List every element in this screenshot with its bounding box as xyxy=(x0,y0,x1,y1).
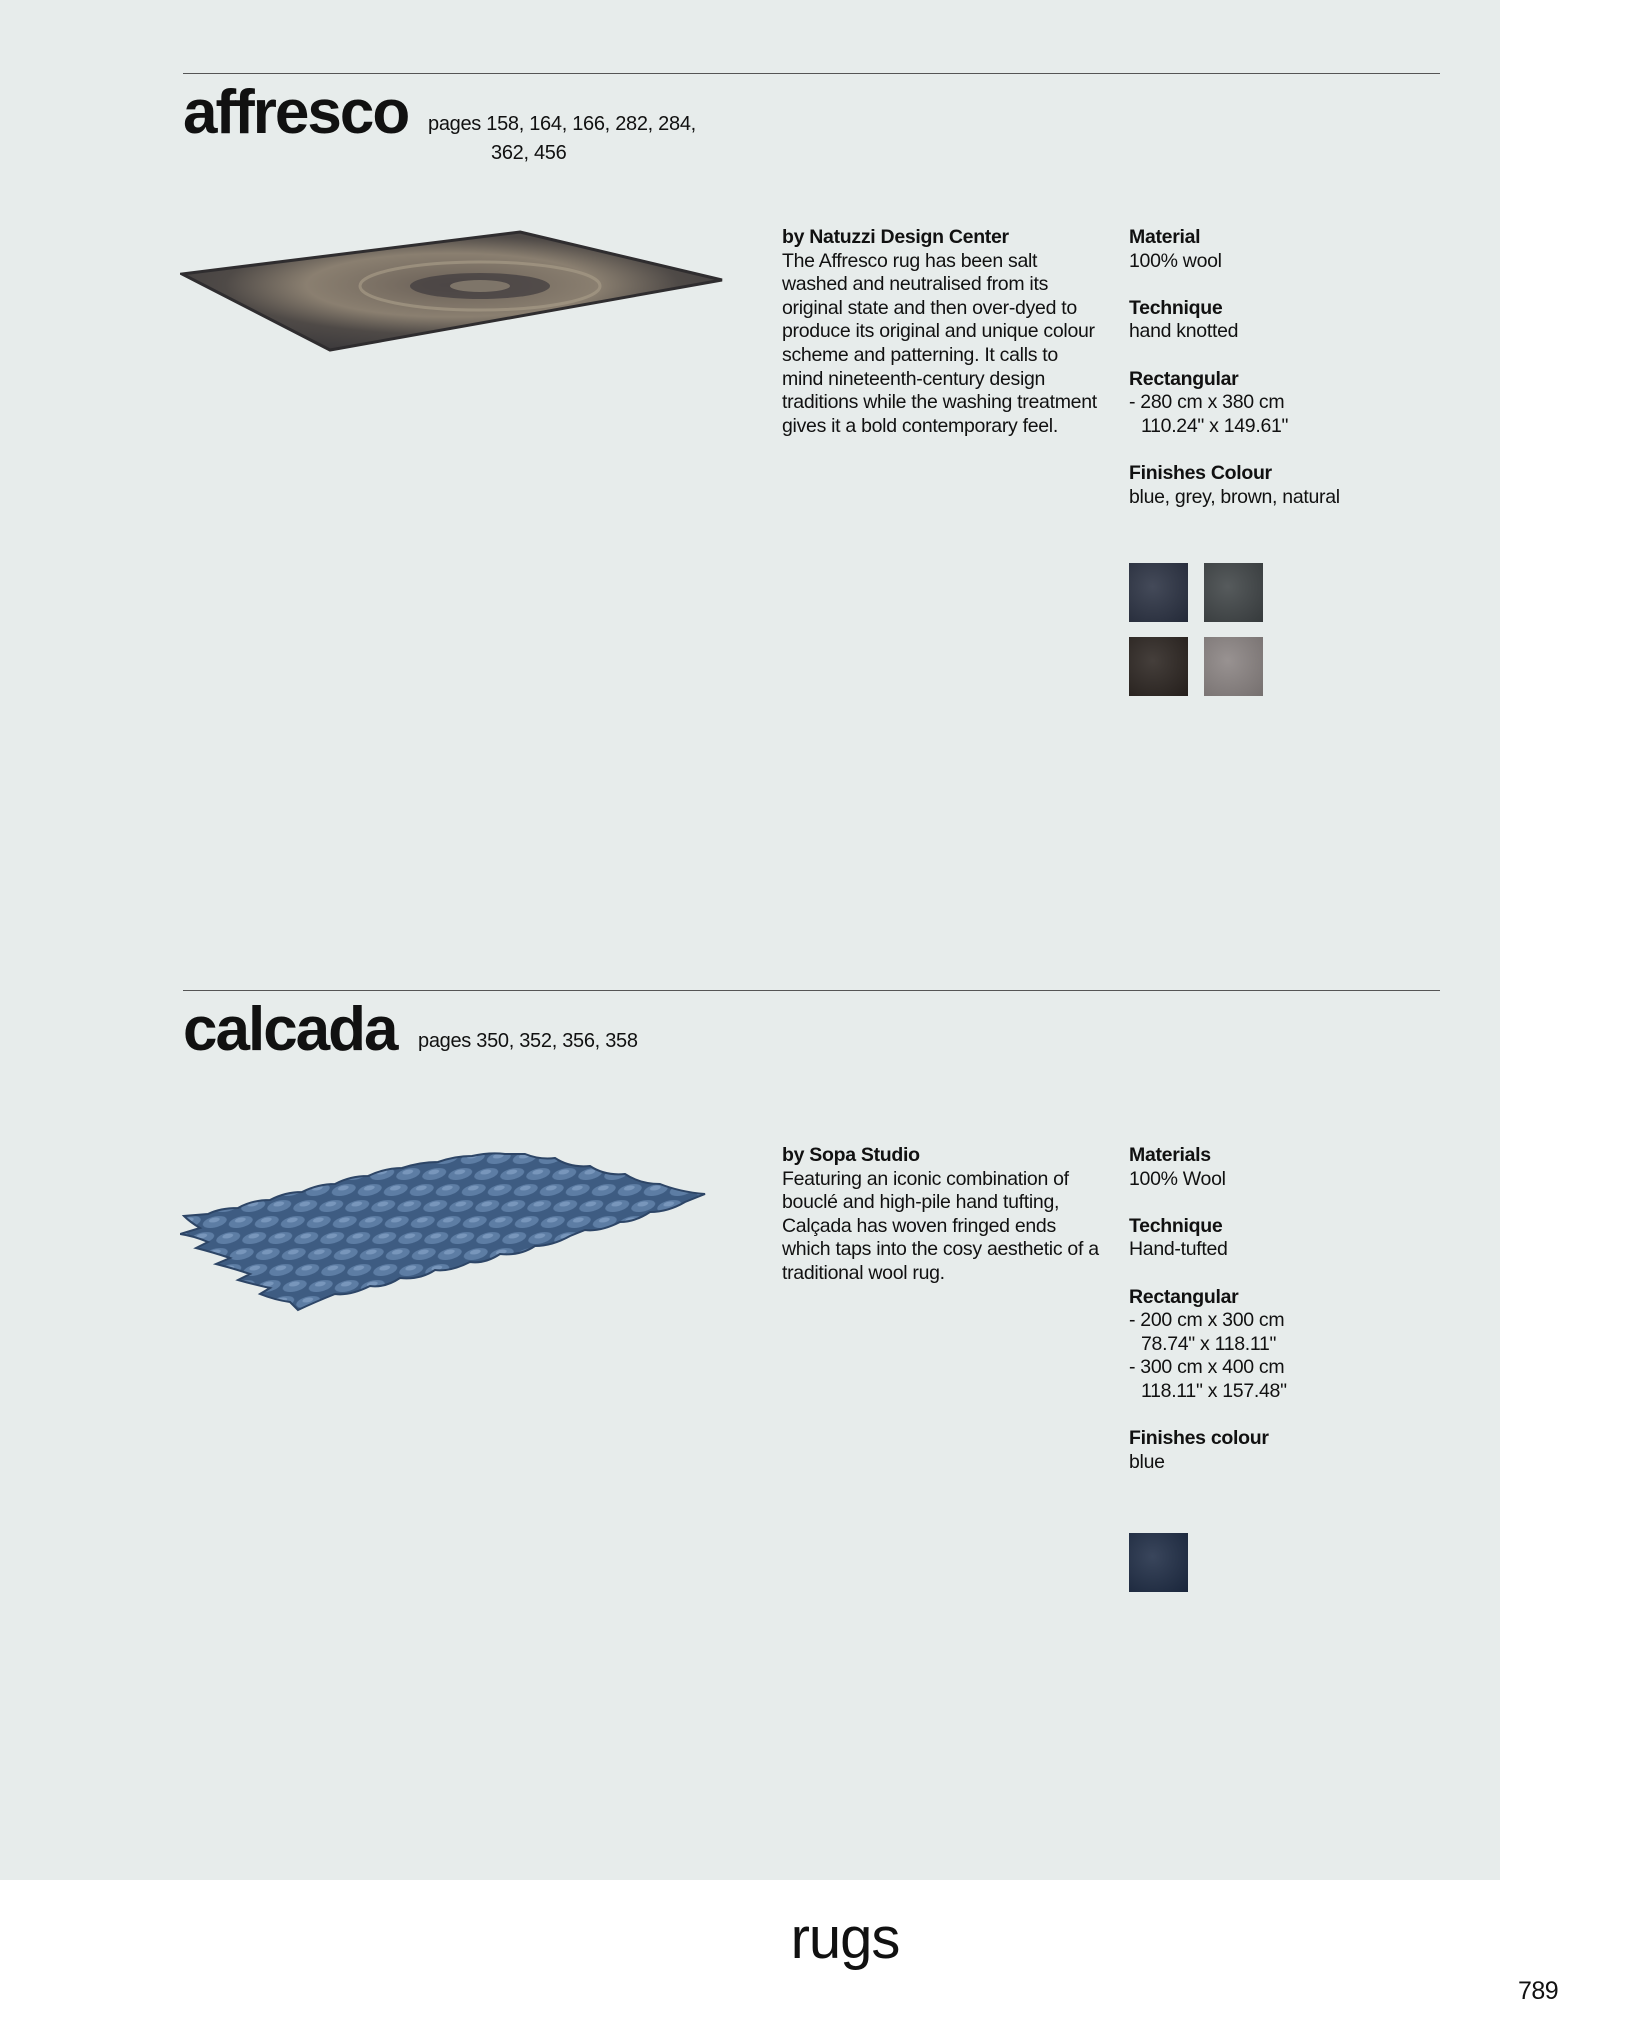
spec-value: blue xyxy=(1129,1450,1165,1473)
section-divider xyxy=(183,990,1440,991)
size-cm: - 300 cm x 400 cm xyxy=(1129,1356,1285,1379)
spec-value: Hand-tufted xyxy=(1129,1238,1228,1261)
spec-technique xyxy=(1129,1215,1429,1262)
page-number: 789 xyxy=(1518,1977,1559,2005)
spec-label: Rectangular xyxy=(1129,1285,1239,1308)
page-references xyxy=(418,1027,638,1056)
finish-swatch-brown xyxy=(1129,637,1188,696)
spec-label: Technique xyxy=(1129,296,1223,319)
spec-label: Material xyxy=(1129,226,1201,248)
product-description xyxy=(782,226,1102,438)
affresco-rug-image xyxy=(180,228,725,353)
spec-finishes xyxy=(1129,1427,1429,1474)
size-cm: - 280 cm x 380 cm xyxy=(1129,391,1285,414)
spec-material xyxy=(1129,226,1429,273)
spec-label: Finishes Colour xyxy=(1129,461,1272,484)
spec-value: hand knotted xyxy=(1129,320,1239,343)
finish-swatch-grey xyxy=(1204,563,1263,622)
calcada-rug-image xyxy=(180,1150,710,1315)
spec-material xyxy=(1129,1144,1429,1191)
page-references-line: pages 350, 352, 356, 358 xyxy=(418,1030,638,1052)
spec-dimensions xyxy=(1129,368,1429,439)
page-references-line: 362, 456 xyxy=(491,142,567,164)
product-specs xyxy=(1129,226,1429,533)
product-title: affresco xyxy=(183,78,409,147)
size-inches: 118.11" x 157.48" xyxy=(1141,1379,1287,1402)
size-inches: 110.24" x 149.61" xyxy=(1141,414,1289,437)
page-references xyxy=(428,110,696,168)
section-divider xyxy=(183,73,1440,74)
finish-swatch-blue xyxy=(1129,1533,1188,1592)
spec-label: Finishes colour xyxy=(1129,1427,1269,1450)
page-references-line: pages 158, 164, 166, 282, 284, xyxy=(428,113,696,135)
description-text: The Affresco rug has been salt washed and neutralised from its original state and then over-dyed to produce its original and unique colour scheme and patterning. It calls to mind nineteenth-century design traditions while the washing treatment gives it a bold contemporary feel. xyxy=(782,249,1097,437)
spec-technique xyxy=(1129,297,1429,344)
spec-label: Materials xyxy=(1129,1144,1211,1166)
product-title: calcada xyxy=(183,995,397,1064)
designer-name: by Sopa Studio xyxy=(782,1144,920,1166)
product-description xyxy=(782,1144,1102,1286)
size-cm: - 200 cm x 300 cm xyxy=(1129,1309,1285,1332)
product-specs xyxy=(1129,1144,1429,1498)
spec-finishes xyxy=(1129,462,1429,509)
size-inches: 78.74" x 118.11" xyxy=(1141,1332,1277,1355)
category-label: rugs xyxy=(790,1906,900,1971)
spec-value: blue, grey, brown, natural xyxy=(1129,485,1340,508)
spec-label: Rectangular xyxy=(1129,367,1239,390)
spec-label: Technique xyxy=(1129,1214,1223,1237)
spec-dimensions xyxy=(1129,1286,1429,1404)
spec-value: 100% Wool xyxy=(1129,1167,1226,1190)
finish-swatch-natural xyxy=(1204,637,1263,696)
designer-name: by Natuzzi Design Center xyxy=(782,226,1009,248)
description-text: Featuring an iconic combination of bouclé and high-pile hand tufting, Calçada has woven fringed ends which taps into the cosy aesthetic of a traditional wool rug. xyxy=(782,1167,1099,1284)
spec-value: 100% wool xyxy=(1129,249,1222,272)
finish-swatch-blue xyxy=(1129,563,1188,622)
